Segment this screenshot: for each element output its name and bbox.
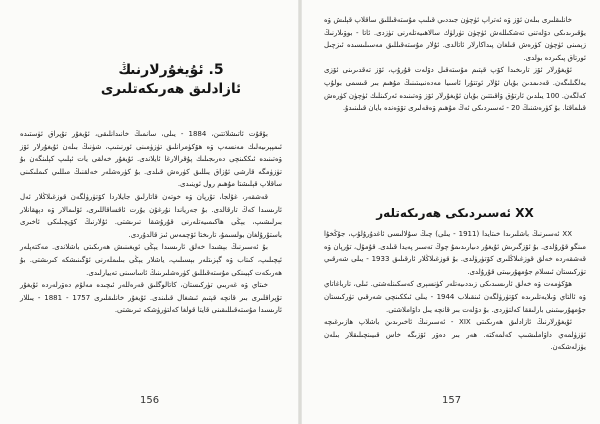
right-page	[302, 0, 600, 424]
paragraph: بۇقۇت ئاتىشلاتتىن، 1884 - يىلى، سانمىڭ خانىدانلىقى، ئۇيغۇر تۇپراق ئۈستىدە ئىمپېرىيەلىك مەنسەپ ۋە ھۆكۈمرانلىق تۈزۈمىنى ئورنىتىپ، شۈنىڭ بىلەن ئۇيغۇرلار ئۆز ۋەتىنىدە ئىككىنچى دەرىجىلىك پۇقرالارغا ئايلاندى. ئۇيغۇر خەلقى يات ئېلىپ كېلىنگەن بۇ تۈزۈمگە قارشى ئۇزاق يىللىق كۈرەش قىلدى. بۇ كۈرەشلەر خەلقنىڭ مىللىي كىملىكىنى ساقلاپ قېلىشتا مۇھىم رول ئوينىدى.	[20, 130, 282, 189]
left-body-text	[20, 128, 282, 317]
paragraph: XX ئەسىرنىڭ باشلىرىدا خىتايدا (1911 - يىلى) چىڭ سۇلالىسى ئاغدۇرۇلۇپ، جۇڭخۇا مىنگو قۇرۇلدى. بۇ ئۆزگىرىش ئۇيغۇر دىيارىدىمۇ چوڭ تەسىر پەيدا قىلدى. قۇمۇل، تۇرپان ۋە قەشقەردە خەلق قوزغىلاڭلىرى كۆتۈرۈلدى. بۇ قوزغىلاڭلار ئارقىلىق 1933 - يىلى شەرقىي تۈركىستان ئىسلام جۇمھۇرىيىتى قۇرۇلدى.	[324, 230, 586, 276]
chapter-title-line2: ئازادلىق ھەرىكەتلىرى	[100, 81, 242, 98]
chapter-title-line1: 5. ئۇيغۇرلارنىڭ	[118, 62, 224, 78]
right-body-text-top	[324, 14, 586, 115]
section-heading: XX ئەسىردىكى ھەرىكەتلەر	[376, 206, 534, 220]
paragraph: خانلىقلىرى بىلەن ئۆز ۋە ئەتراپ ئۈچۈن جىددىي قىلىپ مۇستەقىللىق ساقلاپ قېلىش ۋە يۇقىرىدىكى دۆلەتنى تەشكىللەش ئۈچۈن تۈرلۈك سالاھىيەتلەرنى تۈزدى. ئاتا - بوۋىلارنىڭ زېمىنى ئۈچۈن كۈرەش قىلغان پىداكارلار ئاتالدى. ئۇلار مۇستەقىللىق مەسىلىسىدە ئىزچىل ئورتاق پىكىردە بولدى.	[324, 16, 586, 62]
page-number: 156	[140, 395, 160, 406]
paragraph: قەشقەر، غۇلجا، تۇرپان ۋە خوتەن قاتارلىق جايلاردا كۆتۈرۈلگەن قوزغىلاڭلار ئەل ئارىسىدا كەڭ تارقالدى. بۇ جەرياندا نۇرغۇن يۇرت ئاقساقاللىرى، ئۆلىمالار ۋە دېھقانلار بىرلىشىپ، يېڭى ھاكىمىيەتلەرنى قۇرۇشقا تىرىشتى. ئۇلارنىڭ كۆپچىلىكى ئاخىرى باستۇرۇلغان بولسىمۇ، تارىختا ئۆچمەس ئىز قالدۇردى.	[20, 192, 282, 239]
paragraph: ھۆكۈمەت ۋە خەلق ئارىسىدىكى زىددىيەتلەر كۈنسېرى كەسكىنلەشتى. ئىلى، تارباغاتاي ۋە ئالتاي ۋىلايەتلىرىدە كۆتۈرۈلگەن ئىنقىلاب 1944 - يىلى ئىككىنچى شەرقىي تۈركىستان جۇمھۇرىيىتىنى بارلىققا كەلتۈردى. بۇ دۆلەت بىر قانچە يىل داۋاملاشتى.	[324, 280, 587, 314]
paragraph: بۇ ئەسىرنىڭ بېشىدا خەلق ئارىسىدا يېڭى ئويغىنىش ھەرىكىتى باشلاندى. مەكتەپلەر ئېچىلىپ، كىتاب ۋە گېزىتلەر بېسىلىپ، ياشلار يېڭى بىلىملەرنى ئۆگىنىشكە كىرىشتى. بۇ ھەرىكەت كېيىنكى مۇستەقىللىق كۈرەشلىرىنىڭ ئاساسىنى تەييارلىدى.	[20, 243, 282, 277]
paragraph: ئۇيغۇرلارنىڭ ئازادلىق ھەرىكىتى XIX - ئەسىرنىڭ ئاخىرىدىن باشلاپ ھازىرغىچە ئۈزۈلمەي داۋاملىشىپ كەلمەكتە. ھەر بىر دەۋر ئۆزىگە خاس قىيىنچىلىقلار بىلەن يۈزلەشكەن.	[324, 318, 586, 352]
paragraph: خىتاي ۋە غەربىي تۈركىستان، كاتالوگلىق قەرەللەر ئىچىدە مەلۇم دەۋرلەردە ئۇيغۇر تۇپراقلىرى بىر قانچە قېتىم ئىشغال قىلىندى. ئۇيغۇر خانلىقلىرى 1757 - 1881 - يىللار ئارىسىدا مۇستەقىللىقىنى قايتا قولغا كەلتۈرۈشكە تىرىشتى.	[20, 281, 282, 315]
page-number: 157	[442, 395, 462, 406]
right-body-text-bottom	[324, 228, 586, 354]
left-page	[0, 0, 298, 424]
chapter-title	[66, 60, 276, 100]
paragraph: ئۇيغۇرلار ئۆز تارىخىدا كۆپ قېتىم مۇستەقىل دۆلەت قۇرۇپ، ئۆز تەقدىرىنى ئۆزى بەلگىلىگەن. قەدىمدىن بۇيان ئۇلار ئوتتۇرا ئاسىيا مەدەنىيىتىنىڭ مۇھىم بىر قىسمى بولۇپ كەلگەن. 100 يىلدىن ئارتۇق ۋاقىتتىن بۇيان ئۇيغۇرلار ئۆز ۋەتىنىدە ئەركىنلىك ئۈچۈن كۈرەش قىلماقتا. بۇ كۈرەشنىڭ 20 - ئەسىردىكى ئەڭ مۇھىم ۋەقەلىرى تۆۋەندە بايان قىلىنىدۇ.	[324, 66, 586, 113]
